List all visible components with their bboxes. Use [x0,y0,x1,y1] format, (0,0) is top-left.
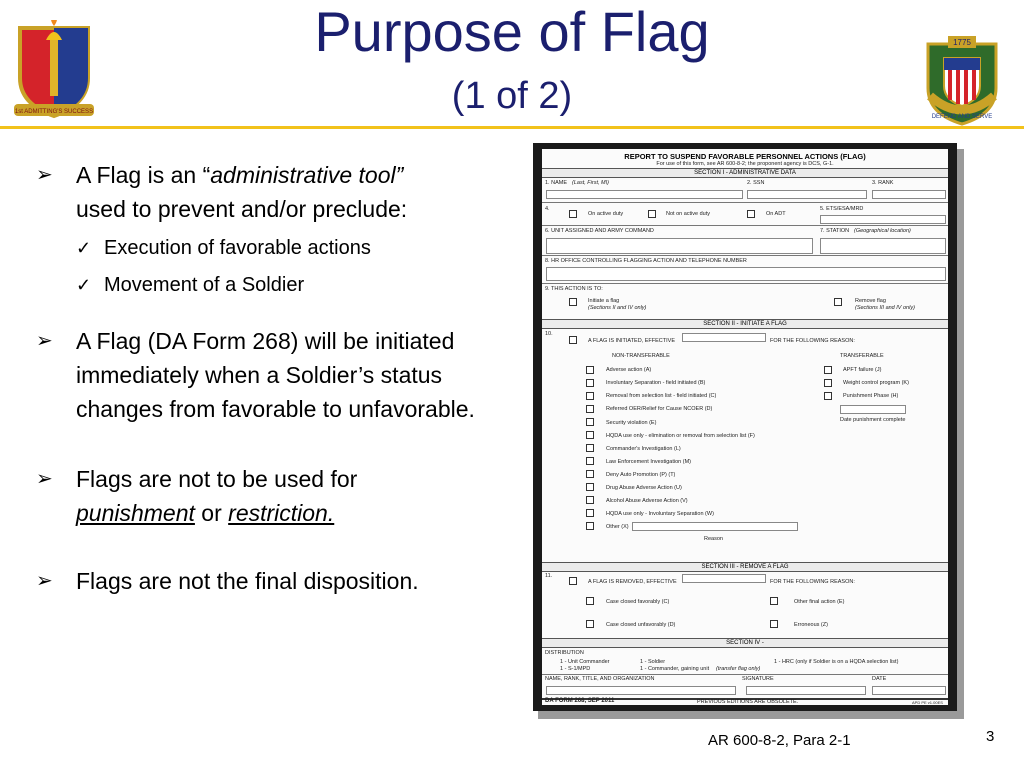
form-section-1: SECTION I - ADMINISTRATIVE DATA [542,168,948,178]
ets-field [820,215,946,224]
page-number: 3 [986,728,995,745]
arrow-bullet-icon: ➢ [36,164,53,186]
bullet-admin-tool: ➢ A Flag is an “administrative tool” used to prevent and/or preclude: ✓ Execution of favorable actions ✓ Movement of a Soldier [36,158,516,304]
rank-field [872,190,946,199]
bullet-not-final: ➢ Flags are not the final disposition. [36,564,516,598]
initiated-date-field [682,333,766,342]
form-page: REPORT TO SUSPEND FAVORABLE PERSONNEL ACTIONS (FLAG) For use of this form, see AR 600-8-2; the proponent agency is DCS, G-1. SECTION I - ADMINISTRATIVE DATA 1. NAME (Last, First, MI) 2. SSN 3. RANK 4. On active duty Not on active duty On ADT 5. ETS/ESA/MRD 6. UNIT ASSIGNED AND ARMY COMMAND 7. STATION (Geographical location) 8. HR OFFICE CONTROLLING FLAGGING ACTION AND TELEPHONE NUMBER 9. THIS ACTION IS TO: Initiate a flag (Sections II and IV only) Remove flag (Sections III and IV only) SECTION II - INITIATE A FLAG 10. A FLAG IS INITIATED, EFFECTIVE FOR THE FOLLOWING REASON: NON-TRANSFERABLE TRANSFERABLE Adverse action (A) Involuntary Separation - field initiated (B) Removal from selection list - field initiated (C) Referred OER/Relief for Cause NCOER (D) Security violation (E) HQDA use only - elimination or removal from selection list (F) Commander's Investigation (L) Law Enforcement Investigation (M) Deny Auto Promotion (P) (T) Drug Abuse Adverse Action (U) Alcohol Abuse Adverse Action (V) HQDA use only - Involuntary Separation (W) Other (X) Reason APFT failure (J) Weight control program (K) Punishment Phase (H) Date punishment complete SECTION III - REMOVE A FLAG 11. A FLAG IS REMOVED, EFFECTIVE FOR THE FOLLOWING REASON: Case closed favorably (C) Case closed unfavorably (D) Other final action (E) Erroneous (Z) SECTION IV - DISTRIBUTION 1 - Unit Commander 1 - S-1/MPD 1 - Soldier 1 - Commander, gaining unit (transfer flag only) 1 - HRC (only if Soldier is on a HQDA selection list) NAME, RANK, TITLE, AND ORGANIZATION SIGNATURE DATE DA FORM 268, SEP 2011 PREVIOUS EDITIONS ARE OBSOLETE. APD PE v1.00ES [542,149,948,705]
reference-footer: AR 600-8-2, Para 2-1 [708,732,851,749]
station-field [820,238,946,254]
bullet-da-form-268: ➢ A Flag (DA Form 268) will be initiated immediately when a Soldier’s status changes from favorable to unfavorable. [36,324,516,426]
other-reason-field [632,522,798,531]
arrow-bullet-icon: ➢ [36,330,53,352]
slide-title: Purpose of Flag [314,0,710,63]
unit-crest-logo [12,20,96,120]
name-title-field [546,686,736,695]
form-section-2: SECTION II - INITIATE A FLAG [542,319,948,329]
flag-initiated-checkbox [569,336,577,344]
bullet-not-punishment: ➢ Flags are not to be used for punishment or restriction. [36,462,516,530]
left-logo-motto: 1st ADMITTING'S SUCCESS [14,109,94,115]
army-crest-logo [920,34,1004,126]
initiate-flag-checkbox [569,298,577,306]
sub-bullet-movement: ✓ Movement of a Soldier [76,267,516,304]
remove-flag-checkbox [834,298,842,306]
form-id: DA FORM 268, SEP 2011 [545,698,615,704]
right-logo-year: 1775 [953,38,971,47]
checkmark-icon: ✓ [76,238,92,258]
ssn-field [747,190,867,199]
unit-field [546,238,813,254]
checkmark-icon: ✓ [76,275,92,295]
form-title: REPORT TO SUSPEND FAVORABLE PERSONNEL ACTIONS (FLAG) [624,152,866,161]
not-active-duty-checkbox [648,210,656,218]
form-section-3: SECTION III - REMOVE A FLAG [542,562,948,572]
form-section-4: SECTION IV - [542,638,948,648]
hr-office-field [546,267,946,281]
title-divider [0,126,1024,129]
removed-date-field [682,574,766,583]
da-form-268-image [533,143,957,711]
active-duty-checkbox [569,210,577,218]
sub-bullet-execution: ✓ Execution of favorable actions [76,230,516,267]
punishment-date-field [840,405,906,414]
flag-removed-checkbox [569,577,577,585]
on-adt-checkbox [747,210,755,218]
right-logo-motto: DEFEND AND SERVE [931,114,993,120]
arrow-bullet-icon: ➢ [36,468,53,490]
signature-field [746,686,866,695]
date-field [872,686,946,695]
slide-subtitle: (1 of 2) [451,75,573,117]
arrow-bullet-icon: ➢ [36,570,53,592]
form-use-note: For use of this form, see AR 600-8-2; the proponent agency is DCS, G-1. [656,161,834,167]
name-field [546,190,743,199]
bullet-list [36,158,516,598]
